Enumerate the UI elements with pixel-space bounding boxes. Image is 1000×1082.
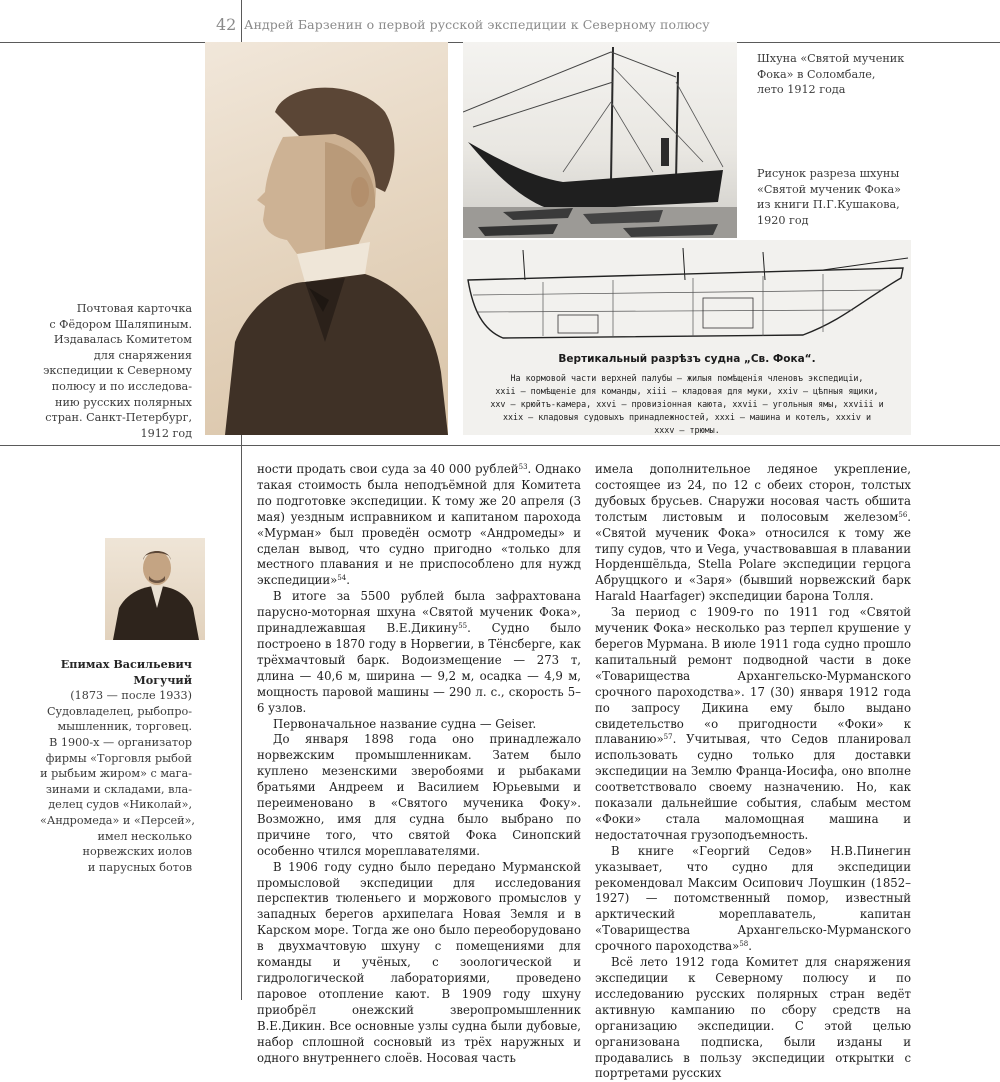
paragraph: В книге «Георгий Седов» Н.В.Пинегин указывает, что судно для экспедиции рекомендовал Максим Осипович Лоушкин (1852–1927) — потомственный помор, известный арктический мореплаватель, капитан «Товарищества Архангельско-Мурманского срочного пароходства»$^{58}$. (595, 843, 911, 954)
caption-line: 1920 год (757, 213, 809, 227)
caption-line: стран. Санкт-Петербург, (45, 411, 192, 425)
header-vertical-rule (241, 0, 242, 42)
schooner-image (463, 42, 737, 238)
caption-line: норвежских иолов (82, 845, 192, 859)
middle-rule (0, 445, 1000, 446)
moguchiy-portrait-image (105, 538, 205, 640)
drawing-legend-line: xxv — крюйтъ-камера, xxvi — провизіонная каюта, xxvii — угольныя ямы, xxviii и (490, 399, 884, 409)
caption-line: Судовладелец, рыбопро- (46, 704, 192, 718)
running-title: Андрей Барзенин о первой русской экспедиции к Северному полюсу (244, 17, 710, 32)
paragraph: За период с 1909-го по 1911 год «Святой мученик Фока» несколько раз терпел крушение у берегов Мурмана. В июле 1911 года судно прошло капитальный ремонт подводной части в доке «Товарищества Архангельско-Мурманского срочного пароходства». 17 (30) января 1912 года по запросу Дикина ему было выдано свидетельство «о пригодности «Фоки» к плаванию»$^{57}$. Учитывая, что Седов планировал использовать судно только для доставки экспедиции на Землю Франца-Иосифа, оно вполне соответствовало своему назначению. Но, как показали дальнейшие события, слабым местом «Фоки» стала маломощная машина и недостаточная грузоподъемность. (595, 605, 911, 842)
caption-line: Издавалась Комитетом (53, 333, 192, 347)
caption-line: 1912 год (140, 426, 192, 440)
caption-line: с Фёдором Шаляпиным. (49, 317, 192, 331)
caption-line: полюсу и по исследова- (51, 379, 192, 393)
caption-line: из книги П.Г.Кушакова, (757, 198, 900, 212)
caption-line: для снаряжения (93, 348, 192, 362)
caption-line: Рисунок разреза шхуны (757, 167, 900, 180)
postcard-caption (40, 301, 192, 441)
drawing-legend-line: На кормовой части верхней палубы — жилыя помѣщенія членовъ экспедиціи, (510, 373, 864, 383)
caption-line: Шхуна «Святой мученик (757, 52, 905, 65)
paragraph: Первоначальное название судна — Geiser. (273, 716, 537, 731)
caption-line: «Святой мученик Фока» (757, 182, 901, 196)
person-name-line: Могучий (133, 672, 192, 687)
body-column-2 (595, 462, 911, 1082)
moguchiy-caption (40, 657, 195, 875)
chaliapin-postcard-photo (205, 42, 448, 435)
caption-line: и парусных ботов (87, 860, 192, 874)
paragraph: В 1906 году судно было передано Мурманской промысловой экспедиции для исследования перспектив тюленьего и моржового промыслов у западных берегов архипелага Новая Земля и в Карском море. Тогда же оно было переоборудовано в двухмачтовую шхуну с помещениями для команды и учёных, с зоологической и гидрологической лабораториями, проведено паровое отопление кают. В 1909 году шхуну приобрёл онежский зверопромышленник В.Е.Дикин. Все основные узлы судна были дубовые, набор сплошной сосновый из трёх наружных и одного внутреннего слоёв. Носовая часть (257, 859, 581, 1065)
paragraph: ности продать свои суда за 40 000 рублей$^{53}$. Однако такая стоимость была неподъёмной для Комитета по подготовке экспедиции. К тому же 20 апреля (3 мая) уездным исправником и капитаном парохода «Мурман» был проведён осмотр «Андромеды» и сделан вывод, что судно пригодно «только для местного плавания и не приспособлено для нужд экспедиции»$^{54}$. (257, 462, 581, 588)
drawing-legend (469, 372, 905, 435)
footnote-ref: 53 (518, 463, 528, 471)
caption-line: фирмы «Торговля рыбой (45, 751, 192, 765)
drawing-legend-line: xxix — кладовыя судовыхъ принадлежностей, xxxi — машина и котелъ, xxxiv и (502, 412, 872, 422)
caption-line: и рыбьим жиром» с мага- (40, 767, 192, 781)
caption-line: Почтовая карточка (76, 302, 192, 315)
paragraph: До января 1898 года оно принадлежало норвежским промышленникам. Затем было куплено мезенскими зверобоями и рыбаками братьями Андреем и Василием Юрьевыми и переименовано в «Святого мученика Фоку». Возможно, имя для судна было выбрано по причине того, что святой Фока Синопский особенно чтился мореплавателями. (257, 732, 581, 858)
schooner-caption (757, 51, 904, 98)
caption-line: В 1900-х — организатор (49, 735, 192, 749)
drawing-title: Вертикальный разрѣзъ судна „Св. Фока“. (558, 353, 816, 365)
ship-section-image (463, 240, 911, 352)
body-column-1 (257, 462, 581, 1066)
caption-line: нию русских полярных (55, 395, 192, 409)
moguchiy-portrait-photo (105, 538, 205, 640)
footnote-ref: 56 (898, 510, 908, 519)
caption-line: Фока» в Соломбале, (757, 67, 876, 81)
caption-line: делец судов «Николай», (48, 798, 192, 812)
drawing-legend-line: xxii — помѣщеніе для команды, xiii — кладовая для муки, xxiv — цѣпныя ящики, (495, 386, 879, 396)
footnote-ref: 54 (337, 574, 347, 583)
section-drawing-caption (757, 166, 901, 228)
caption-line: имел несколько (97, 829, 192, 843)
footnote-ref: 57 (663, 733, 673, 742)
footnote-ref: 55 (458, 622, 468, 631)
caption-line: лето 1912 года (757, 83, 846, 97)
section-drawing (463, 240, 911, 435)
caption-line: экспедиции к Северному (43, 364, 192, 378)
paragraph: Всё лето 1912 года Комитет для снаряжения экспедиции к Северному полюсу и по исследованию русских полярных стран ведёт активную кампанию по сбору средств на организацию экспедиции. С этой целью организована подписка, были изданы и продавались в пользу экспедиции открытки с портретами русских (595, 955, 911, 1081)
footnote-ref: 58 (739, 940, 749, 949)
schooner-photo (463, 42, 737, 238)
margin-vertical-rule (241, 430, 242, 1000)
paragraph: имела дополнительное ледяное укрепление, состоящее из 24, по 12 с обеих сторон, толстых дубовых брусьев. Снаружи носовая часть обшита толстым листовым и полосовым железом$^{56}$. «Святой мученик Фока» относился к тому же типу судов, что и Vega, участвовавшая в плавании Норденшёльда, Stella Polare экспедиции герцога Абруццкого и «Заря» (бывший норвежский барк Harald Haarfager) экспедиции барона Толля. (595, 462, 911, 604)
chaliapin-portrait-image (205, 42, 448, 435)
drawing-legend-line: xxxv — трюмы. (654, 425, 720, 435)
caption-line: зинами и складами, вла- (45, 782, 192, 796)
page-number: 42 (216, 15, 237, 34)
caption-line: (1873 — после 1933) (70, 689, 192, 703)
caption-line: «Андромеда» и «Персей», (40, 813, 195, 827)
caption-line: мышленник, торговец. (57, 720, 192, 734)
person-name-line: Епимах Васильевич (60, 657, 192, 671)
paragraph: В итоге за 5500 рублей была зафрахтована парусно-моторная шхуна «Святой мученик Фока», принадлежавшая В.Е.Дикину$^{55}$. Судно было построено в 1870 году в Норвегии, в Тёнсберге, как трёхмачтовый барк. Водоизмещение — 273 т, длина — 40,6 м, ширина — 9,2 м, осадка — 4,9 м, мощность паровой машины — 290 л. с., скорость 5–6 узлов. (257, 589, 581, 715)
